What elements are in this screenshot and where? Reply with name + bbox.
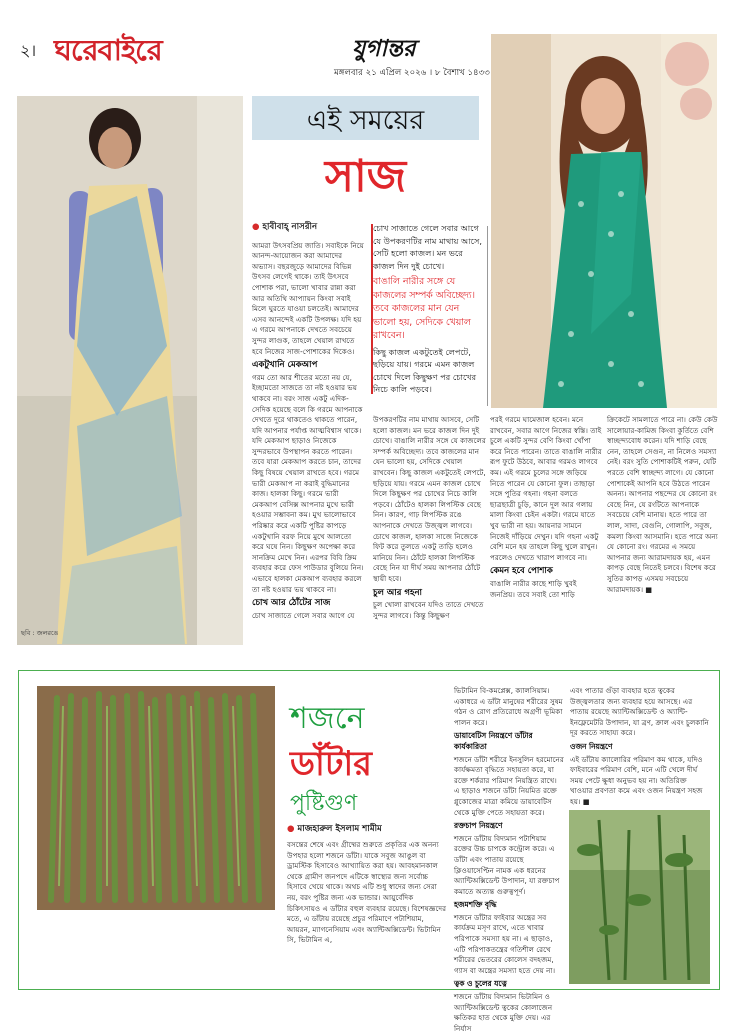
subheading: ওজন নিয়ন্ত্রণে bbox=[570, 741, 613, 751]
paragraph: এবং পাতার গুঁড়া ব্যবহার হতে ত্বকের উজ্জ্বলতার জন্য ব্যবহার হয়ে আসছে। এর পাতায় রয়েছে অ্যান্টিঅক্সিডেন্ট ও অ্যান্টি-ইনফ্লেমেটরি উপাদান, যা ব্রণ, ক্রাল এবং চুলকানি দূর করতে সাহায্য করে। bbox=[570, 686, 709, 738]
drumstick-plant-photo bbox=[569, 810, 710, 984]
article2-title-line2: ডাঁটার bbox=[290, 744, 372, 784]
article1-title-line2: সাজ bbox=[324, 151, 407, 202]
paragraph: গরম তো আর শীতের মতো নয় যে, ইচ্ছামতো সাজতে তা নষ্ট হওয়ার ভয় থাকবে না। বরং সাজ একটু এদিক-সেদিক হয়েছে বলে কি গরমে আপনাকে দেখতে দুরে থাকতেও থাকতে পারেন, যদি আপনার পর্যাপ্ত আত্মবিশ্বাস থাকে। যদি মেকআপ ছাড়াও নিজেকে সুন্দরভাবে উপস্থাপন করতে পারেন। তবে যারা মেকআপ করতে চান, তাদের কিছু বিষয়ে খেয়াল রাখতে হবে। গরমে ভারী মেকআপ না করাই বুদ্ধিমানের কাজ। হালকা কিছু। গরমে ভারী মেকআপ বেসিক্স আপনার মুখে ভারী হওয়ার সম্ভাবনা কম। মুখ ভালোভাবে পরিষ্কার করে একটি পুষ্টির কাপড়ে একটুখানি বরফ নিয়ে মুখে আলতো করে ঘষে নিন। কিছুক্ষণ অপেক্ষা করে সানক্রিম মেখে নিন। এরপর বিবি ক্রিম ব্যবহার করে ফেস পাউডার বুলিয়ে নিন। এভাবে হালকা মেকআপ ব্যবহার করলে তা নষ্ট হওয়ার ভয় থাকবে না। bbox=[252, 372, 364, 594]
subheading: কেমন হবে পোশাক bbox=[490, 566, 553, 577]
paragraph: শজনে ডাঁটার ফাইবার অন্ত্রের সব কার্যক্রম মসৃণ রাখে, এতে খাবার পরিপাকে সমস্যা হয় না। এ ছাড়াও, এটি পরিপাকতন্ত্রের গতিশীল রেখে শরীরের ভেতরের কোলেস বদহজম, গ্যাস বা অন্ত্রের সমস্যা হতে দেয় না। bbox=[454, 912, 556, 975]
drumstick-photo bbox=[37, 686, 275, 910]
page-number: ২। bbox=[20, 41, 37, 60]
paragraph: বসন্তের শেষে এবং গ্রীষ্মের শুরুতে প্রকৃতির এক অনন্য উপহার হলো শজনে ডাঁটা। যাকে সবুজ আঙুল বা ড্রামস্টিক হিসাবেও আখ্যায়িত করা হয়। আবহমানকাল থেকে গ্রামীণ জনপদে এটিকে স্বাস্থ্যের জন্য সর্বোচ্চ হিসাবে খেয়ে থাকে। অথচ এটি শুধু স্বাদের জন্য সেরা নয়, বরং পুষ্টির জন্য এক ভান্ডার। আয়ুর্বেদিক চিকিৎসায়ও এ ডাঁটার বহুল ব্যবহার রয়েছে। বিশেষজ্ঞদের মতে, এ ডাঁটায় রয়েছে প্রচুর পরিমাণে পটাশিয়াম, আয়রন, ম্যাগনেসিয়াম এবং অ্যান্টিঅক্সিডেন্ট। ভিটামিন সি, ভিটামিন এ, bbox=[287, 840, 447, 945]
paragraph: পরই গরমে ঘামেজাল হবেন। মনে রাখবেন, সবার আগে নিজের স্বস্তি। তাই চুলে একটি সুন্দর বেণি কিংবা খোঁপা করে নিতে পারেন। তাতে বাঙালি নারীর রূপ ফুটে উঠবে, আবার গরমও লাগবে কম। এই গরমে চুলের সঙ্গে জড়িয়ে নিতে পারেন যে কোনো ফুল। তাছাড়া সঙ্গে পুতির গহনা। গহনা বলতে ছাত্রছাত্রী চুড়ি, কানে দুল আর গলায় মালা কিংবা চেইন একটা। গরমে যাতে খুব ভারী না হয়। আয়নার সামনে নিজেই দাঁড়িয়ে দেখুন। যদি গহনা একটু বেশি মনে হয় তাহলে কিছু খুলে রাখুন। পরলেও দেখতে খারাপ লাগবে না। bbox=[490, 415, 602, 562]
article2-title-line1: শজনে bbox=[290, 701, 365, 736]
newspaper-name: যুগান্তর bbox=[352, 35, 416, 62]
paragraph: আমরা উৎসবপ্রিয় জাতি। সবাইকে নিয়ে আনন্দ-আয়োজন করা আমাদের অভ্যাস। বছরজুড়ে আমাদের বিভিন্ন উৎসব লেগেই থাকে। তাই উৎসবে পোশাক পরা, ভালো খাবার রান্না করা আর অতিথি আপ্যায়ন কিংবা সবাই মিলে ঘুরতে যাওয়া চলতেই। আমাদের এসব আনন্দেই একটি উপলক্ষ। যদি হয় এ গরমে আপনাকে দেখতে সবচেয়ে সুন্দর লাগুক, তাহলে খেয়াল রাখতে হবে নিজের সাজ-পোশাকের দিকেও। bbox=[252, 240, 364, 356]
paragraph: চুল খোলা রাখবেন যদিও তাতে দেখতে সুন্দর লাগবে। কিন্তু কিছুক্ষণ bbox=[373, 600, 484, 620]
paragraph: উপকরণটির নাম মাথায় আসবে, সেটি হলো কাজল। মন ভরে কাজল দিন দুই চোখে। বাঙালি নারীর সঙ্গে যে কাজলের সম্পর্ক অবিচ্ছেদ্য। তবে কাজলের মান যেন ভালো হয়, সেদিকে খেয়াল রাখবেন। কিছু কাজল একটুতেই লেপটে, ছড়িয়ে যায়। গরমে এমন কাজল চোখে দিলে কিছুক্ষণ পর চোখের নিচে কালি পড়বে। ঠোঁটেও হালকা লিপস্টিক বেছে নিন। কারণ, গাঢ় লিপস্টিক রঙে আপনাকে দেখতে উজ্জ্বল লাগবে। চোখে কাজল, হালকা সাজে নিজেকে ফিট করে তুলতে একটু তাড়ি হলেও মানিয়ে নিন। ঠোঁটে হালকা লিপস্টিক বেছে নিন যা দীর্ঘ সময় আপনার ঠোঁটে স্থায়ী হবে। bbox=[373, 415, 486, 583]
article1-byline bbox=[252, 222, 365, 233]
article2-byline bbox=[287, 822, 382, 836]
issue-date: মঙ্গলবার ২১ এপ্রিল ২০২৬ । ৮ বৈশাখ ১৪৩৩ bbox=[334, 68, 490, 78]
article2-column2 bbox=[454, 686, 564, 1036]
article1-column2 bbox=[373, 222, 485, 396]
article1-column4 bbox=[490, 415, 602, 602]
article1-column3 bbox=[373, 415, 486, 623]
photo-credit: ছবি : জলরঙে bbox=[21, 629, 59, 637]
column2-intro: চোখ সাজাতে গেলে সবার আগে যে উপকরণটির নাম মাথায় আসে, সেটি হলো কাজল। মন ভরে কাজল দিন দুই চোখে। bbox=[373, 223, 482, 271]
byline-name: হাবীবাহ্ নাসরীন bbox=[262, 222, 318, 232]
paragraph: শজনে ডাঁটা শরীরে ইনসুলিন হরমোনের কার্যক্ষমতা বৃদ্ধিতে সহায়তা করে, যা রক্তে শর্করার পরিমাণ নিয়ন্ত্রিত রাখে। এ ছাড়াও শজনে ডাঁটা নিয়মিত রক্তে গ্লুকোজের মাত্রা কমিয়ে ডায়াবেটিস থেকে মুক্তি পেতে সহায়তা করে। bbox=[454, 754, 564, 817]
paragraph: শজনে ডাঁটায় বিদ্যমান পটাশিয়াম রক্তের উচ্চ চাপকে কন্ট্রোল করে। এ ডাঁটা এবং পাতায় রয়েছে ক্লিওয়াসেপ্টিন নামক এক ধরনের অ্যান্টিঅক্সিডেন্ট উপাদান, যা রক্তচাপ কমাতে অত্যন্ত গুরুত্বপূর্ণ। bbox=[454, 833, 560, 896]
column-divider bbox=[487, 226, 488, 406]
subheading: ত্বক ও চুলের যত্নে bbox=[454, 979, 507, 989]
section-logo: ঘরেবাইরে bbox=[54, 33, 162, 67]
article2-column3 bbox=[570, 686, 710, 810]
byline-bullet-icon: ● bbox=[252, 222, 260, 232]
subheading: একটুখানি মেকআপ bbox=[252, 360, 318, 371]
article2-title-line3: পুষ্টিগুণ bbox=[290, 791, 358, 816]
paragraph: ক্রিকেটে সামলাতে পারে না। কেউ কেউ সালোয়ার-কামিজ কিংবা কুর্তিতে বেশি স্বাচ্ছন্দ্যবোধ করেন। যদি শাড়ি বেছে নেন, তাহলে সেগুন, না নিলেও সমস্যা নেই। বরং সুতি পোশাকটিই পরুন, যেটি পরতে বেশি স্বাচ্ছন্দ্য লাগে। যে কোনো পোশাকেই আপনি হবে উঠতে পারেন অনন্য। আপনার পছন্দের যে কোনো রং বেছে নিন, যে রংটিতে আপনাকে সবচেয়ে বেশি মানায়। হতে পারে তা লাল, সাদা, বেগুনি, গোলাপি, সবুজ, কমলা কিংবা আসমানি। হতে পারে অন্য যে কোনো রং। গরমের এ সময়ে আপনার জন্য আরামদায়ক হয়, এমন কাপড় বেছে নিতেই চলবে। বিশেষ করে সুতির কাপড় এসময় সবচেয়ে আরামদায়ক। ■ bbox=[607, 415, 718, 594]
saree-illustration-left bbox=[17, 96, 243, 645]
paragraph: এই ডাঁটায় ক্যালোরির পরিমাণ কম থাকে, যদিও ফাইবারের পরিমাণ বেশি, মনে এটি খেলে দীর্ঘ সময় পেটে ক্ষুধা অনুভব হয় না। অতিরিক্ত খাওয়ার প্রবণতা কমে এবং ওজন নিয়ন্ত্রণ সহজ হয়। ■ bbox=[570, 754, 703, 806]
subheading: চুল আর গহনা bbox=[373, 587, 423, 598]
byline-name: মাজহারুল ইসলাম শামীম bbox=[297, 824, 382, 834]
saree-illustration-right bbox=[491, 34, 717, 408]
paragraph: শজনে ডাঁটায় বিদ্যমান ভিটামিন ও অ্যান্টিঅক্সিডেন্ট ত্বকের কোলাজেন ক্ষতিকর হাত থেকে মুক্তি দেয়। এর নির্যাস bbox=[454, 992, 553, 1033]
column2-after-quote: কিছু কাজল একটুতেই লেপটে, ছড়িয়ে যায়। গরমে এমন কাজল চোখে দিলে কিছুক্ষণ পর চোখের নিচে কালি পড়বে। bbox=[373, 346, 477, 394]
paragraph: বাঙালি নারীর কাছে শাড়ি খুবই জনপ্রিয়। তবে সবাই তো শাড়ি bbox=[490, 578, 577, 599]
article2-column1 bbox=[287, 840, 447, 948]
article1-title-line1: এই সময়ের bbox=[306, 105, 425, 136]
saree-photo-right bbox=[491, 34, 717, 408]
article1-column1 bbox=[252, 222, 365, 623]
article1-column5 bbox=[607, 415, 719, 597]
subheading: রক্তচাপ নিয়ন্ত্রণে bbox=[454, 821, 503, 831]
subheading: হজমশক্তি বৃদ্ধি bbox=[454, 900, 497, 910]
paragraph: চোখ সাজাতে গেলে সবার আগে যে bbox=[252, 610, 355, 620]
pull-quote: বাঙালি নারীর সঙ্গে যে কাজলের সম্পর্ক অবিচ্ছেদ্য। তবে কাজলের মান যেন ভালো হয়, সেদিকে খেয়াল রাখবেন। bbox=[373, 276, 475, 341]
byline-bullet-icon: ● bbox=[287, 824, 295, 834]
paragraph: ভিটামিন বি-কমপ্লেক্স, ক্যালসিয়াম। একাধরে এ ডাঁটা মানুষের শরীরের সুষম গঠন ও রোগ প্রতিরোধে অগ্রণী ভূমিকা পালন করে। bbox=[454, 686, 563, 727]
subheading: চোখ আর ঠোঁটের সাজ bbox=[252, 598, 331, 609]
drumstick-illustration bbox=[37, 686, 275, 910]
subheading: ডায়াবেটিস নিয়ন্ত্রণে ডাঁটার কার্যকারিতা bbox=[454, 731, 533, 751]
column2-red-rule bbox=[371, 224, 373, 394]
plant-illustration bbox=[569, 810, 710, 984]
saree-photo-left bbox=[17, 96, 243, 645]
